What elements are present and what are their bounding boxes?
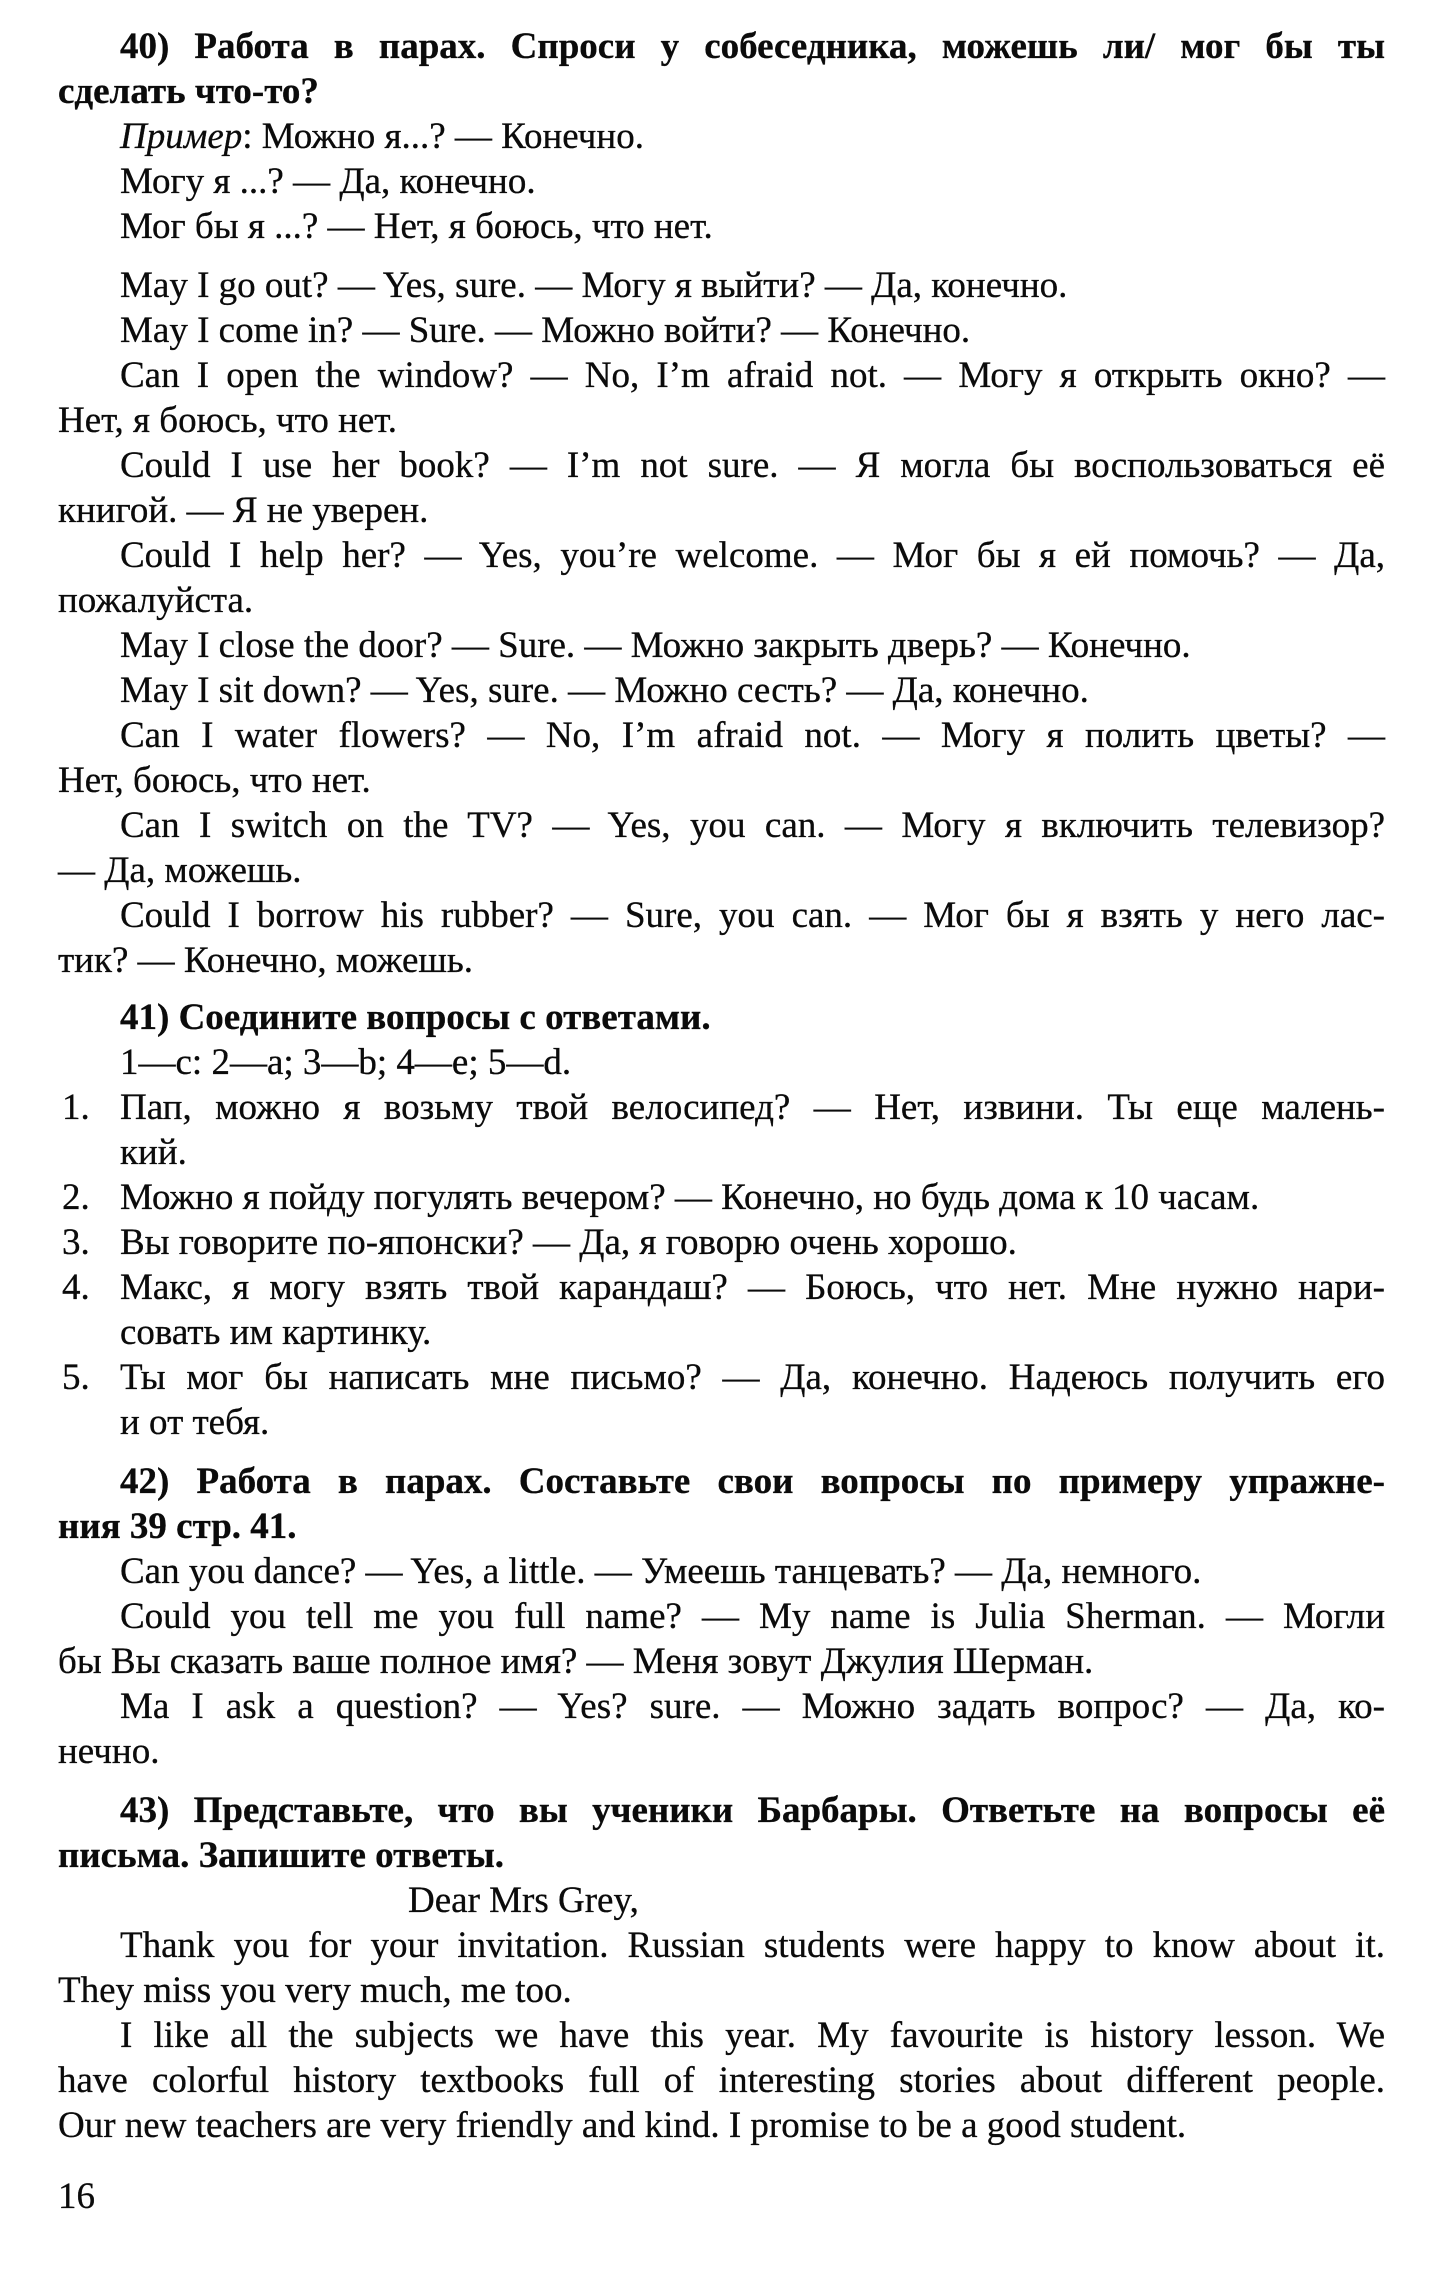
page-number: 16 <box>58 2176 95 2217</box>
text-line: Макс, я могу взять твой карандаш? — Боюсь, что нет. Мне нужно нари- <box>120 1267 1385 1308</box>
exercise-42-dialogue-3 <box>58 1684 1385 1774</box>
text-line: Могу я ...? — Да, конечно. <box>120 161 536 202</box>
exercise-40-dialogue-4 <box>58 443 1385 533</box>
text-line: книгой. — Я не уверен. <box>58 490 429 531</box>
text-line: пожалуйста. <box>58 580 254 621</box>
text-line: Can I water flowers? — No, I’m afraid not. — Могу я полить цветы? — <box>120 715 1385 756</box>
text-line: ния 39 стр. 41. <box>58 1506 297 1547</box>
exercise-40-example-3 <box>58 204 1385 249</box>
text-line: May I go out? — Yes, sure. — Могу я выйти? — Да, конечно. <box>120 265 1068 306</box>
text-line: I like all the subjects we have this year. My favourite is history lesson. We <box>120 2015 1385 2056</box>
exercise-40-dialogue-6 <box>58 623 1385 668</box>
letter-paragraph-1 <box>58 1923 1385 2013</box>
exercise-40-dialogue-2 <box>58 308 1385 353</box>
text-line: Thank you for your invitation. Russian students were happy to know about it. <box>120 1925 1385 1966</box>
exercise-41-item-1 <box>58 1085 1385 1175</box>
exercise-40-dialogue-7 <box>58 668 1385 713</box>
text-line: Нет, я боюсь, что нет. <box>58 400 397 441</box>
text-line: May I come in? — Sure. — Можно войти? — Конечно. <box>120 310 971 351</box>
text-line: Ты мог бы написать мне письмо? — Да, конечно. Надеюсь получить его <box>120 1357 1385 1398</box>
text-line: May I sit down? — Yes, sure. — Можно сесть? — Да, конечно. <box>120 670 1089 711</box>
text-line: 40) Работа в парах. Спроси у собеседника, можешь ли/ мог бы ты <box>120 26 1385 67</box>
list-number: 1. <box>62 1087 90 1128</box>
text-line: Пап, можно я возьму твой велосипед? — Нет, извини. Ты еще малень- <box>120 1087 1385 1128</box>
text-line: сделать что-то? <box>58 71 319 112</box>
text-line: Our new teachers are very friendly and kind. I promise to be a good student. <box>58 2105 1187 2146</box>
exercise-41-item-2 <box>58 1175 1385 1220</box>
exercise-40-dialogue-9 <box>58 803 1385 893</box>
text-line: и от тебя. <box>120 1402 270 1443</box>
text-line: Можно я пойду погулять вечером? — Конечно, но будь дома к 10 часам. <box>120 1177 1260 1218</box>
exercise-41-item-3 <box>58 1220 1385 1265</box>
exercise-40-dialogue-1 <box>58 263 1385 308</box>
list-number: 3. <box>62 1222 90 1263</box>
exercise-40-dialogue-3 <box>58 353 1385 443</box>
exercise-42-dialogue-2 <box>58 1594 1385 1684</box>
text-line: письма. Запишите ответы. <box>58 1835 505 1876</box>
text-line: тик? — Конечно, можешь. <box>58 940 474 981</box>
exercise-40-example <box>58 114 1385 159</box>
text-line: совать им картинку. <box>120 1312 432 1353</box>
text-line: Can I switch on the TV? — Yes, you can. — Могу я включить телевизор? <box>120 805 1385 846</box>
exercise-41-heading <box>58 995 1385 1040</box>
exercise-41-answers <box>58 1040 1385 1085</box>
text-line: Ma I ask a question? — Yes? sure. — Можно задать вопрос? — Да, ко- <box>120 1686 1385 1727</box>
text-line: Could I use her book? — I’m not sure. — Я могла бы воспользоваться её <box>120 445 1385 486</box>
text-line: They miss you very much, me too. <box>58 1970 572 2011</box>
list-number: 5. <box>62 1357 90 1398</box>
text-line: кий. <box>120 1132 187 1173</box>
text-line: Мог бы я ...? — Нет, я боюсь, что нет. <box>120 206 713 247</box>
letter-salutation <box>58 1878 1385 1923</box>
text-line: Can you dance? — Yes, a little. — Умеешь танцевать? — Да, немного. <box>120 1551 1202 1592</box>
exercise-40-dialogue-8 <box>58 713 1385 803</box>
letter-paragraph-2 <box>58 2013 1385 2148</box>
list-number: 4. <box>62 1267 90 1308</box>
exercise-42-heading <box>58 1459 1385 1549</box>
text-line: Can I open the window? — No, I’m afraid not. — Могу я открыть окно? — <box>120 355 1385 396</box>
exercise-41-item-4 <box>58 1265 1385 1355</box>
exercise-42-dialogue-1 <box>58 1549 1385 1594</box>
text-line: Вы говорите по-японски? — Да, я говорю очень хорошо. <box>120 1222 1017 1263</box>
exercise-40-dialogue-10 <box>58 893 1385 983</box>
text-line: Could I borrow his rubber? — Sure, you can. — Мог бы я взять у него лас- <box>120 895 1385 936</box>
exercise-40-heading <box>58 24 1385 114</box>
exercise-43-heading <box>58 1788 1385 1878</box>
text-line: Could I help her? — Yes, you’re welcome. — Мог бы я ей помочь? — Да, <box>120 535 1385 576</box>
list-number: 2. <box>62 1177 90 1218</box>
text-line: — Да, можешь. <box>58 850 302 891</box>
text-line: 41) Соедините вопросы с ответами. <box>120 997 711 1038</box>
example-label: Пример <box>120 116 243 157</box>
text-line: бы Вы сказать ваше полное имя? — Меня зовут Джулия Шерман. <box>58 1641 1094 1682</box>
text-line: Could you tell me you full name? — My name is Julia Sherman. — Могли <box>120 1596 1385 1637</box>
text-line: May I close the door? — Sure. — Можно закрыть дверь? — Конечно. <box>120 625 1191 666</box>
text-line: 42) Работа в парах. Составьте свои вопросы по примеру упражне- <box>120 1461 1385 1502</box>
text-line: Нет, боюсь, что нет. <box>58 760 371 801</box>
text-line: Пример: Можно я...? — Конечно. <box>120 116 644 157</box>
text-line: 1—c: 2—a; 3—b; 4—e; 5—d. <box>120 1042 572 1083</box>
text-line: Dear Mrs Grey, <box>408 1880 639 1921</box>
text-line: have colorful history textbooks full of interesting stories about different people. <box>58 2060 1385 2101</box>
exercise-41-item-5 <box>58 1355 1385 1445</box>
text-line: нечно. <box>58 1731 160 1772</box>
exercise-40-example-2 <box>58 159 1385 204</box>
text-line: 43) Представьте, что вы ученики Барбары. Ответьте на вопросы её <box>120 1790 1385 1831</box>
exercise-40-dialogue-5 <box>58 533 1385 623</box>
